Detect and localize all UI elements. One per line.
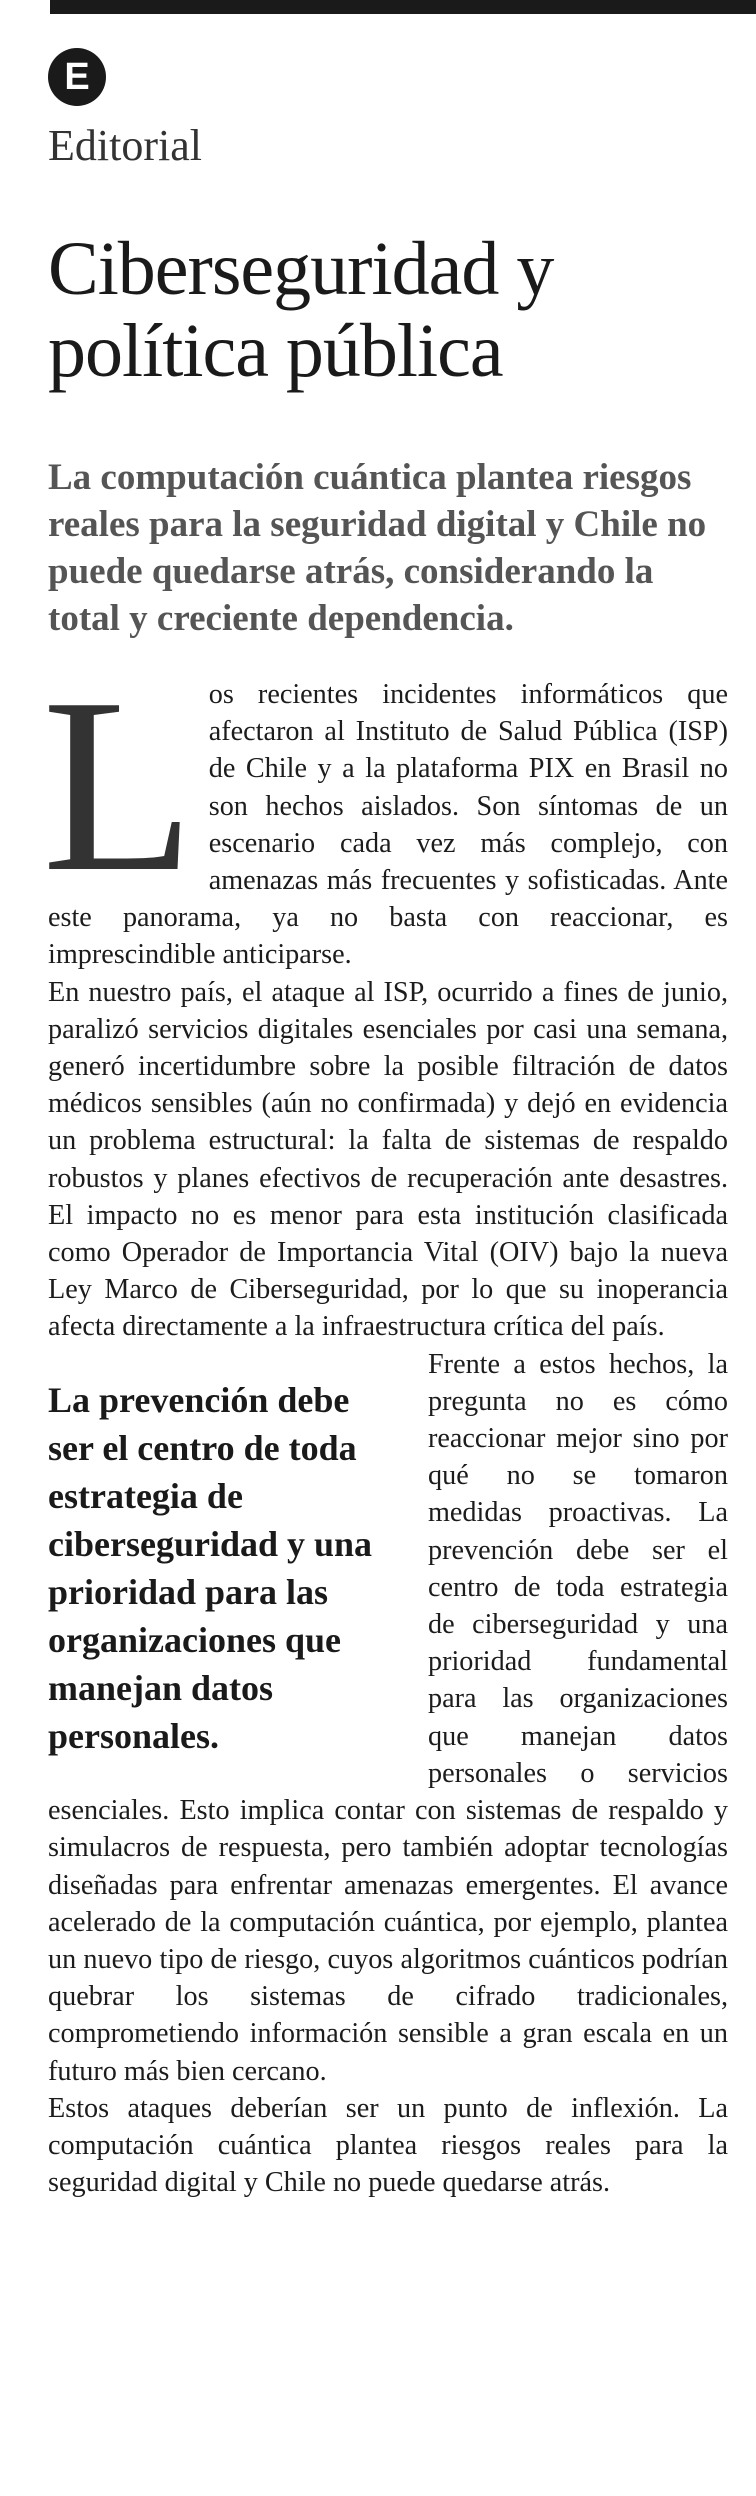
drop-cap: L [42,647,195,924]
pull-quote: La prevención debe ser el centro de toda estrategia de ciberseguridad y una prioridad para las organizaciones que manejan datos personales. [48,1379,373,1756]
article-deck: La computación cuántica plantea riesgos reales para la seguridad digital y Chile no puede quedarse atrás, considerando la total y creciente dependencia. [48,457,707,639]
paragraph-1 [42,647,728,974]
top-rule [50,0,756,14]
paragraph-3: Frente a estos hechos, la pregunta no es cómo reaccionar mejor sino por qué no se tomaron medidas proactivas. La prevención debe ser el centro de toda estrategia de ciberseguridad y una prioridad fundamental para las organizaciones que manejan datos personales o servicios esenciales. Esto implica contar con sistemas de respaldo y simulacros de respuesta, pero también adoptar tecnologías diseñadas para enfrentar amenazas emergentes. El avance acelerado de la computación cuántica, por ejemplo, plantea un nuevo tipo de riesgo, cuyos algoritmos cuánticos podrían quebrar los sistemas de cifrado tradicionales, comprometiendo información sensible a gran escala en un futuro más bien cercano. [48,1348,728,2087]
paragraph-4: Estos ataques deberían ser un punto de inflexión. La computación cuántica plantea riesgos reales para la seguridad digital y Chile no puede quedarse atrás. [48,2092,728,2199]
paragraph-1-text: os recientes incidentes informáticos que afectaron al Instituto de Salud Pública (ISP) de Chile y a la plataforma PIX en Brasil no son hechos aislados. Son síntomas de un escenario cada vez más complejo, con amenazas más frecuentes y sofisticadas. Ante este panorama, ya no basta con reaccionar, es imprescindible anticiparse. [48,679,728,971]
section-label: Editorial [48,121,202,170]
article-body [42,647,728,2201]
section-badge: E [48,48,106,106]
article-title: Ciberseguridad y política pública [48,227,554,393]
paragraph-2: En nuestro país, el ataque al ISP, ocurrido a fines de junio, paralizó servicios digitales esenciales por casi una semana, generó incertidumbre sobre la posible filtración de datos médicos sensibles (aún no confirmada) y dejó en evidencia un problema estructural: la falta de sistemas de respaldo robustos y planes efectivos de recuperación ante desastres. El impacto no es menor para esta institución clasificada como Operador de Importancia Vital (OIV) bajo la nueva Ley Marco de Ciberseguridad, por lo que su inoperancia afecta directamente a la infraestructura crítica del país. [48,976,728,1343]
